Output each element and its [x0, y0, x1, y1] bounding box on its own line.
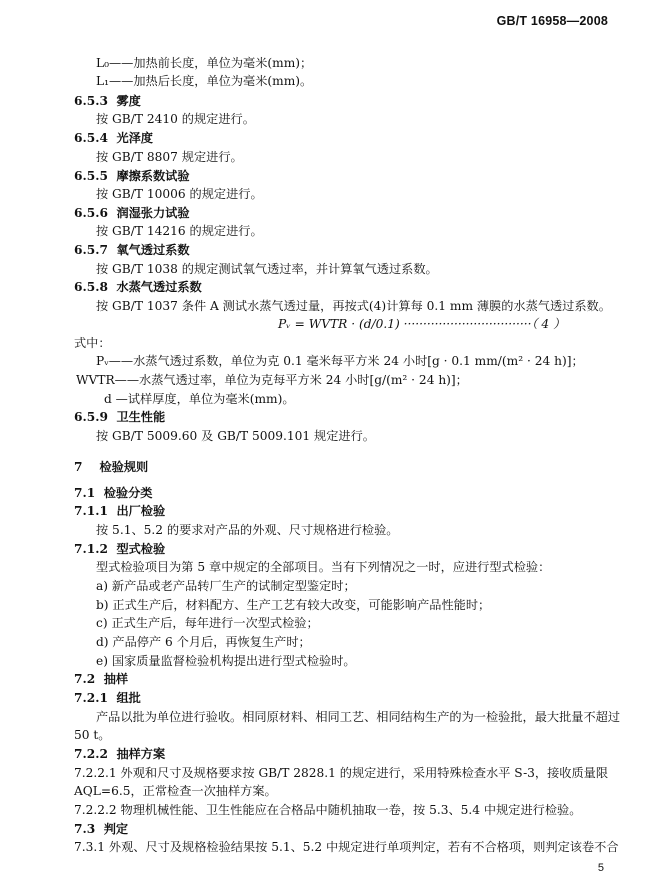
definition-wvtr: WVTR——水蒸气透过率，单位为克每平方米 24 小时[g/(m² · 24 h)]； [76, 373, 468, 387]
section-number: 7.2 [74, 672, 96, 686]
list-item-a: a) 新产品或老产品转厂生产的试制定型鉴定时； [96, 579, 356, 593]
section-7-3-1: 7.3.1 外观、尺寸及规格检验结果按 5.1、5.2 中规定进行单项判定，若有不合格项，则判定该卷不合 [74, 840, 619, 854]
section-7-2-2-1-line2: AQL=6.5，正常检查一次抽样方案。 [74, 784, 277, 798]
standard-code-header: GB/T 16958—2008 [496, 14, 608, 28]
list-item-d: d) 产品停产 6 个月后，再恢复生产时； [96, 635, 311, 649]
definition-l0: L₀——加热前长度，单位为毫米(mm)； [96, 56, 313, 70]
section-6-5-6-body: 按 GB/T 14216 的规定进行。 [96, 224, 263, 238]
chapter-7-heading [74, 460, 148, 475]
section-title: 雾度 [116, 94, 141, 108]
section-6-5-5-body: 按 GB/T 10006 的规定进行。 [96, 187, 263, 201]
section-title: 摩擦系数试验 [116, 169, 190, 183]
section-number: 6.5.5 [74, 169, 108, 183]
section-6-5-3-heading [74, 94, 141, 109]
section-title: 型式检验 [116, 542, 166, 556]
where-label: 式中： [74, 336, 111, 350]
section-6-5-8-heading [74, 280, 202, 295]
section-title: 组批 [116, 691, 141, 705]
section-title: 抽样 [103, 672, 129, 686]
section-6-5-3-body: 按 GB/T 2410 的规定进行。 [96, 112, 255, 126]
section-title: 检验分类 [103, 486, 153, 500]
section-title: 水蒸气透过系数 [116, 280, 202, 294]
section-number: 7.3 [74, 822, 96, 836]
section-7-2-1-body-line2: 50 t。 [74, 728, 111, 742]
section-number: 7.1.2 [74, 542, 108, 556]
section-title: 抽样方案 [116, 747, 166, 761]
section-number: 6.5.7 [74, 243, 108, 257]
section-number: 7.1.1 [74, 504, 108, 518]
section-title: 卫生性能 [116, 410, 166, 424]
section-title: 氧气透过系数 [116, 243, 190, 257]
section-6-5-5-heading [74, 169, 190, 184]
section-number: 7.1 [74, 486, 96, 500]
section-7-1-2-heading [74, 542, 165, 557]
list-item-c: c) 正式生产后，每年进行一次型式检验； [96, 616, 319, 630]
section-7-1-2-body: 型式检验项目为第 5 章中规定的全部项目。当有下列情况之一时，应进行型式检验： [96, 560, 551, 574]
section-6-5-4-body: 按 GB/T 8807 规定进行。 [96, 150, 243, 164]
definition-d: d —试样厚度，单位为毫米(mm)。 [104, 392, 295, 406]
section-7-2-heading [74, 672, 128, 687]
section-title: 出厂检验 [116, 504, 166, 518]
section-number: 7.2.1 [74, 691, 108, 705]
section-7-2-2-heading [74, 747, 165, 762]
definition-pv: Pᵥ——水蒸气透过系数，单位为克 0.1 毫米每平方米 24 小时[g · 0.1 mm/(m² · 24 h)]； [96, 354, 584, 368]
section-number: 6.5.6 [74, 206, 108, 220]
section-title: 光泽度 [116, 131, 153, 145]
section-7-1-1-heading [74, 504, 165, 519]
list-item-e: e) 国家质量监督检验机构提出进行型式检验时。 [96, 654, 356, 668]
section-title: 检验规则 [99, 460, 149, 474]
section-7-1-1-body: 按 5.1、5.2 的要求对产品的外观、尺寸规格进行检验。 [96, 523, 399, 537]
section-number: 7 [74, 460, 83, 474]
section-number: 6.5.4 [74, 131, 108, 145]
definition-l1: L₁——加热后长度，单位为毫米(mm)。 [96, 74, 313, 88]
section-number: 6.5.8 [74, 280, 108, 294]
section-7-1-heading [74, 486, 152, 501]
section-6-5-7-heading [74, 243, 190, 258]
section-6-5-6-heading [74, 206, 190, 221]
section-7-2-1-heading [74, 691, 141, 706]
page-number: 5 [597, 861, 604, 874]
list-item-b: b) 正式生产后，材料配方、生产工艺有较大改变，可能影响产品性能时； [96, 598, 491, 612]
section-7-2-2-2: 7.2.2.2 物理机械性能、卫生性能应在合格品中随机抽取一卷，按 5.3、5.4 中规定进行检验。 [74, 803, 582, 817]
section-7-2-1-body-line1: 产品以批为单位进行验收。相同原材料、相同工艺、相同结构生产的为一检验批，最大批量不超过 [96, 710, 621, 724]
section-title: 润湿张力试验 [116, 206, 190, 220]
formula-4: Pᵥ = WVTR · (d/0.1) ·································（ 4 ） [278, 317, 566, 331]
section-7-2-2-1-line1: 7.2.2.1 外观和尺寸及规格要求按 GB/T 2828.1 的规定进行，采用特殊检查水平 S-3，接收质量限 [74, 766, 609, 780]
section-6-5-7-body: 按 GB/T 1038 的规定测试氧气透过率，并计算氧气透过系数。 [96, 262, 438, 276]
section-7-3-heading [74, 822, 128, 837]
section-number: 6.5.3 [74, 94, 108, 108]
section-6-5-9-heading [74, 410, 165, 425]
section-6-5-4-heading [74, 131, 153, 146]
section-number: 7.2.2 [74, 747, 108, 761]
section-title: 判定 [103, 822, 129, 836]
section-number: 6.5.9 [74, 410, 108, 424]
section-6-5-8-body: 按 GB/T 1037 条件 A 测试水蒸气透过量，再按式(4)计算每 0.1 mm 薄膜的水蒸气透过系数。 [96, 299, 611, 313]
section-6-5-9-body: 按 GB/T 5009.60 及 GB/T 5009.101 规定进行。 [96, 429, 375, 443]
